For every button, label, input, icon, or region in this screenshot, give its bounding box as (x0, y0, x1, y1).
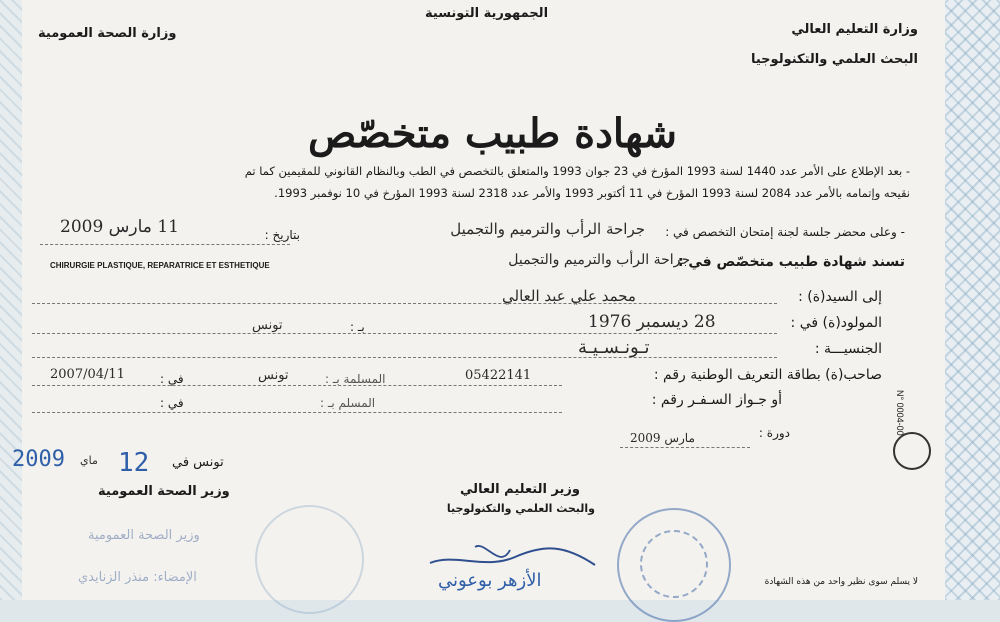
birth-place-value: تونس (252, 318, 283, 333)
place-date-day: 12 (118, 448, 150, 478)
certificate-title: شهادة طبيب متخصّص (308, 110, 678, 157)
serial-number: N° 0004-00 (895, 390, 905, 436)
ministry-higher-education-header: وزارة التعليم العالي (791, 22, 918, 37)
health-stamp-line-1: وزير الصحة العمومية (88, 528, 200, 543)
ministry-research-header: البحث العلمي والتكنولوجيا (750, 52, 918, 67)
id-dotted-line (32, 385, 562, 386)
left-security-border (0, 0, 22, 600)
exam-committee-label: - وعلى محضر جلسة لجنة إمتحان التخصص في : (665, 225, 905, 239)
recipient-name-label: إلى السيد(ة) : (798, 289, 882, 305)
id-issued-at-label: المسلمة بـ : (325, 372, 386, 386)
education-stamp-name: الأزهر بوعوني (438, 570, 542, 591)
nationality-value: تـونـسـيـة (578, 337, 650, 358)
health-stamp-line-2: الإمضاء: منذر الزنايدي (78, 570, 197, 585)
ministry-health-header: وزارة الصحة العمومية (38, 26, 177, 41)
right-security-border (945, 0, 1000, 600)
id-card-label: صاحب(ة) بطاقة التعريف الوطنية رقم : (653, 367, 882, 383)
nationality-dotted-line (32, 357, 777, 358)
education-seal-inner (640, 530, 708, 598)
id-issued-date: 2007/04/11 (50, 367, 125, 382)
single-copy-notice: لا يسلم سوى نظير واحد من هذه الشهادة (764, 577, 918, 587)
exam-date-dotted-line (40, 244, 290, 245)
recipient-name-value: محمد علي عبد العالي (502, 287, 636, 305)
session-label: دورة : (758, 426, 790, 440)
passport-label: أو جـواز السـفـر رقم : (651, 392, 782, 408)
signer-health-minister: وزير الصحة العمومية (98, 484, 230, 499)
birth-date-label: المولود(ة) في : (790, 315, 882, 331)
session-value: مارس 2009 (630, 431, 695, 445)
country-header: الجمهورية التونسية (425, 6, 549, 21)
birth-dotted-line (32, 333, 777, 334)
passport-issued-on-label: في : (160, 396, 184, 410)
session-dotted-line (620, 447, 750, 448)
grant-specialty-fr: CHIRURGIE PLASTIQUE, REPARATRICE ET ESTHETIQUE (50, 261, 270, 270)
exam-specialty-value: جراحة الرأب والترميم والتجميل (450, 220, 645, 238)
place-date-label: تونس في (172, 455, 224, 470)
id-card-number: 05422141 (465, 368, 532, 383)
recipient-name-dotted-line (32, 303, 777, 304)
preamble-line-2: نقيحه وإتمامه بالأمر عدد 2084 لسنة 1993 المؤرخ في 11 أكتوبر 1993 والأمر عدد 2318 لسنة 1993 المؤرخ في 10 نوفمبر 1993. (274, 186, 910, 200)
hologram-emblem (893, 432, 931, 470)
grant-label: تسند شهادة طبيب متخصّص في : (677, 254, 905, 270)
nationality-label: الجنسيـــة : (814, 341, 882, 357)
grant-specialty-ar: جراحة الرأب والترميم والتجميل (508, 252, 690, 268)
signer-education-minister-line2: والبحث العلمي والتكنولوجيا (446, 502, 595, 515)
birth-date-value: 28 ديسمبر 1976 (588, 312, 716, 332)
id-issued-place: تونس (258, 368, 289, 383)
passport-dotted-line (32, 412, 562, 413)
place-date-month: ماي (80, 454, 98, 467)
place-date-year: 2009 (12, 447, 65, 472)
passport-issued-at-label: المسلم بـ : (320, 396, 376, 410)
id-issued-on-label: في : (160, 372, 184, 386)
health-ministry-seal (255, 505, 364, 614)
birth-place-label: بـ : (350, 320, 365, 334)
preamble-line-1: - بعد الإطلاع على الأمر عدد 1440 لسنة 1993 المؤرخ في 23 جوان 1993 والمتعلق بالتخصص في الطب وبالنظام القانوني للمقيمين كما تم (244, 164, 910, 178)
exam-date-label: بتاريخ : (264, 228, 300, 242)
signer-education-minister-line1: وزير التعليم العالي (460, 482, 580, 497)
exam-date-value: 11 مارس 2009 (60, 217, 179, 237)
